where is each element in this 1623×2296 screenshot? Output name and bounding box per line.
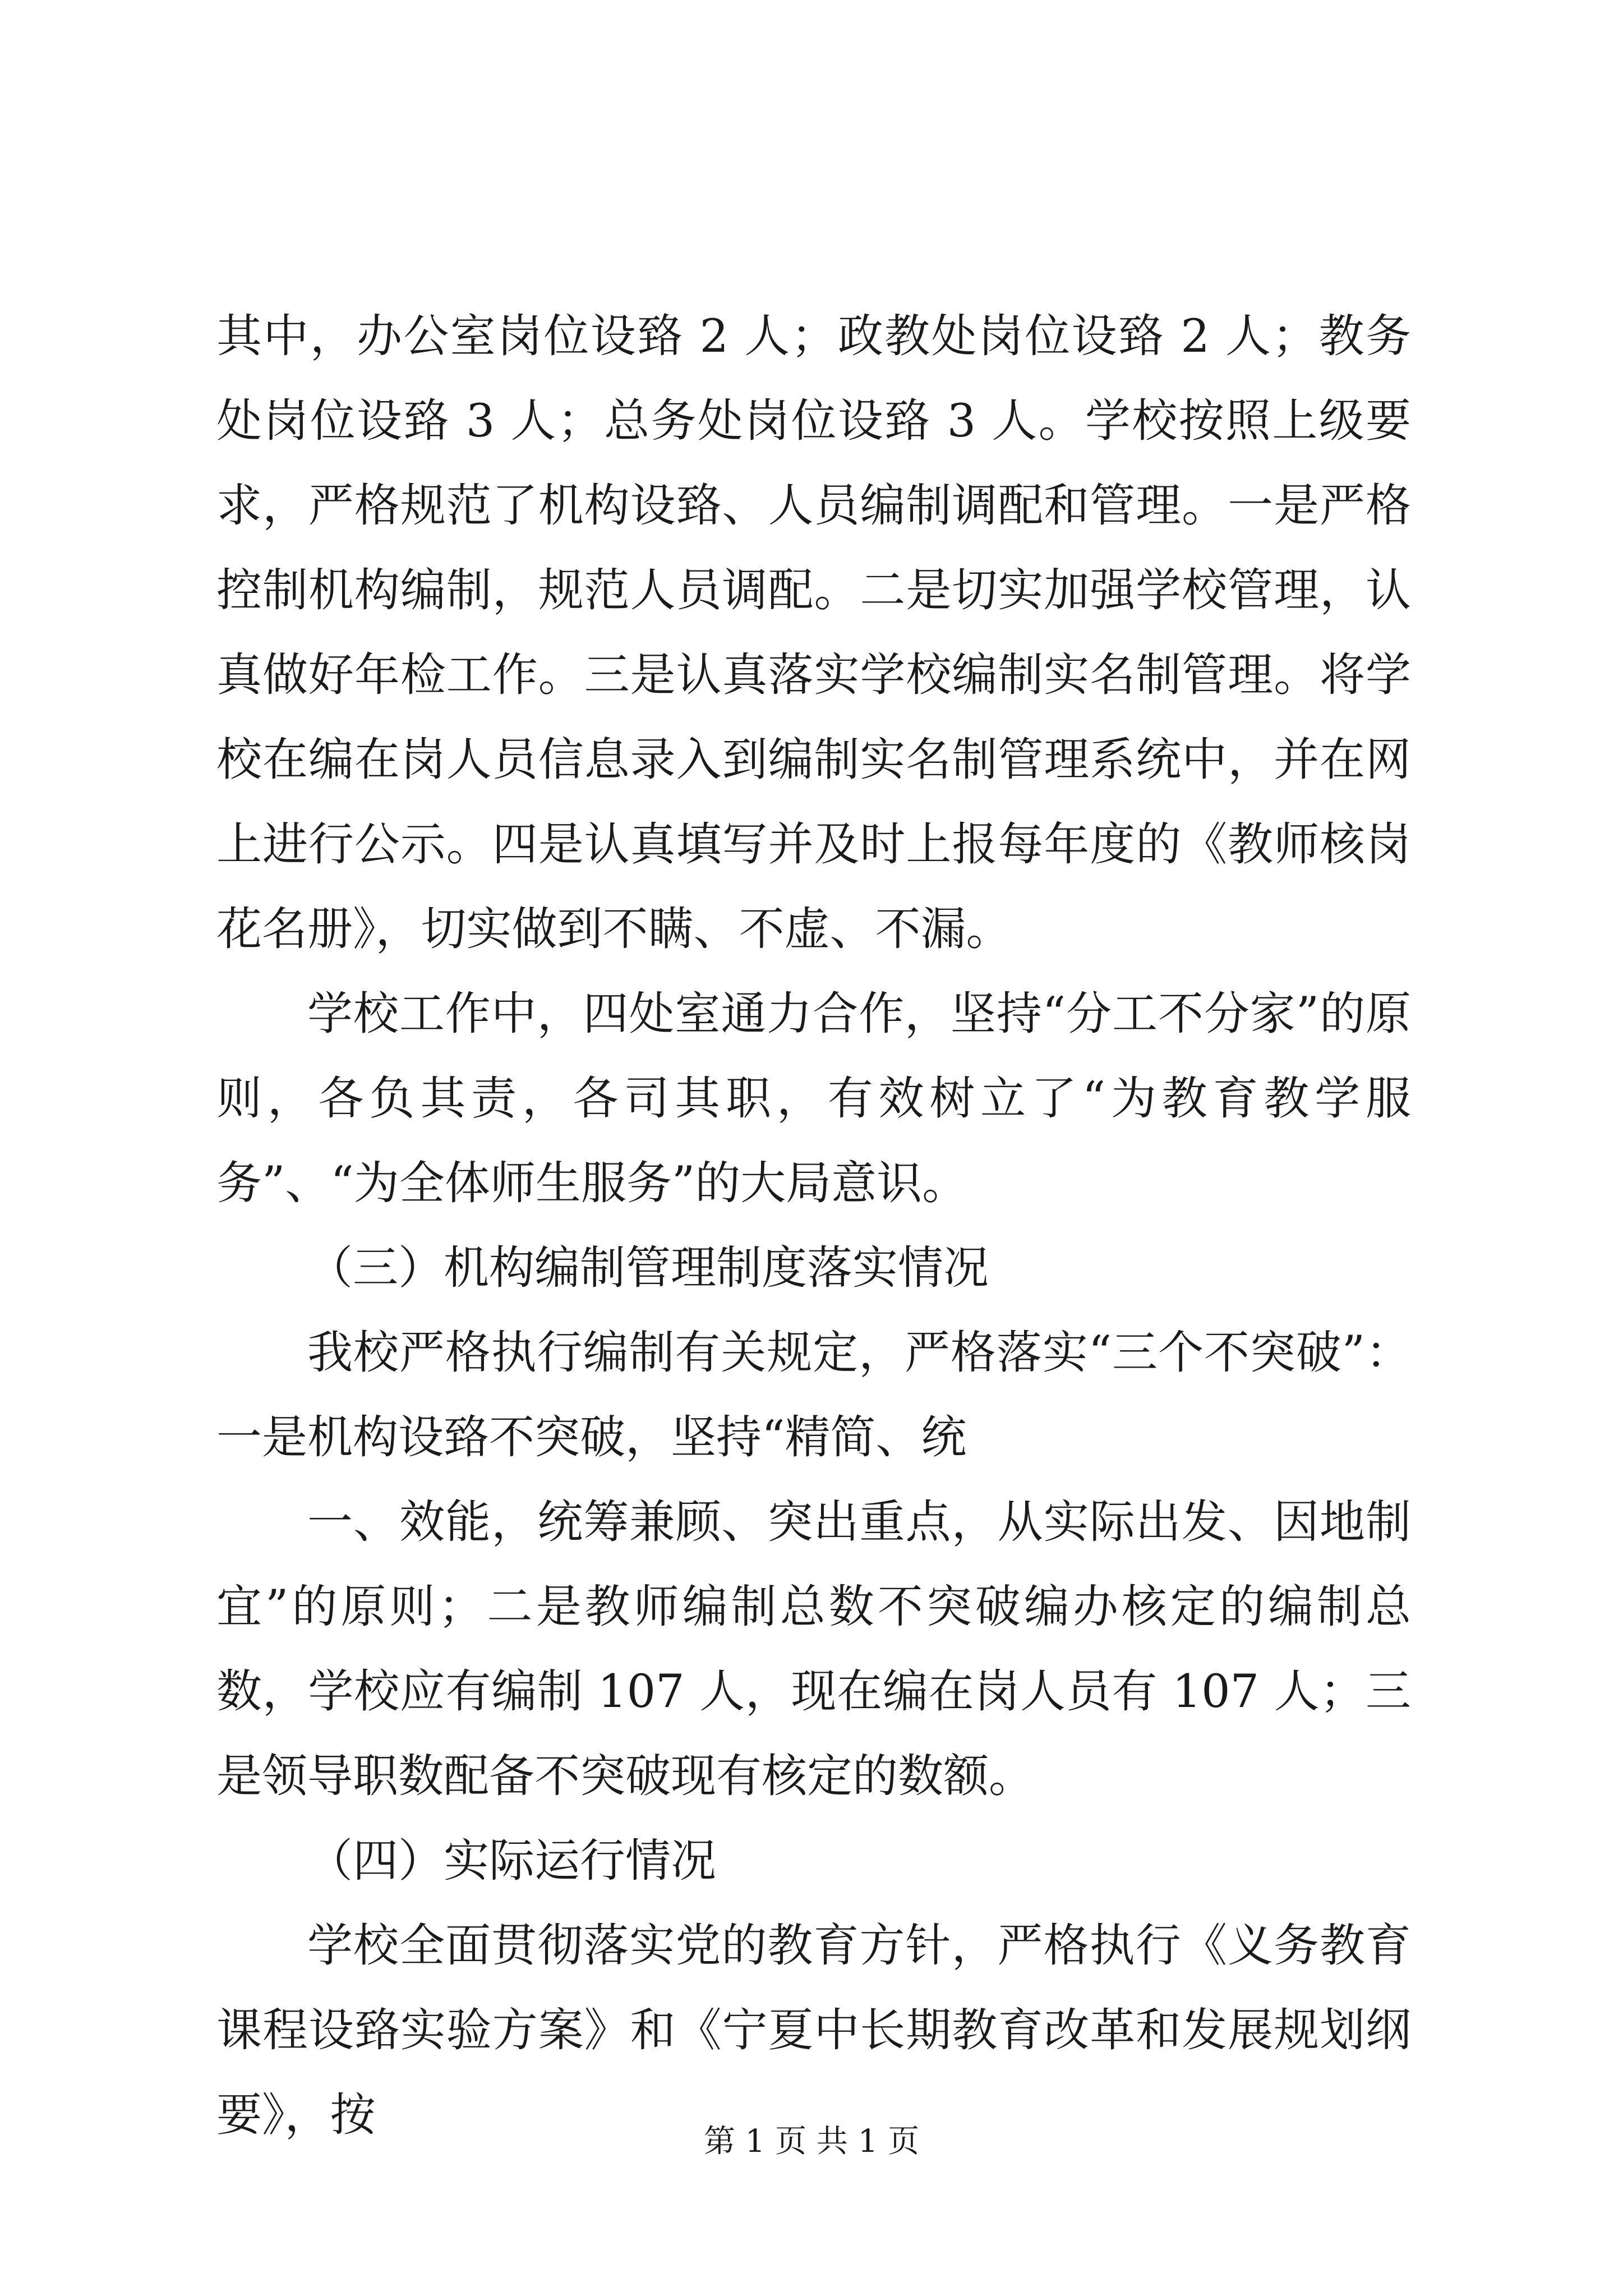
paragraph-efficiency: 一、效能，统筹兼顾、突出重点，从实际出发、因地制宜”的原则；二是教师编制总数不突破编办核定的编制总数，学校应有编制 107 人，现在编在岗人员有 107 人；三是领导职数配备不突破现有核定的数额。: [216, 1496, 1411, 1803]
section-heading-4: （四）实际运行情况: [307, 1835, 717, 1888]
paragraph-cooperation: 学校工作中，四处室通力合作，坚持“分工不分家”的原则，各负其责，各司其职，有效树立了“为教育教学服务”、“为全体师生服务”的大局意识。: [216, 988, 1411, 1210]
paragraph-operation: 学校全面贯彻落实党的教育方针，严格执行《义务教育课程设臵实验方案》和《宁夏中长期教育改革和发展规划纲要》，按: [216, 1920, 1411, 2142]
paragraph-three-no-breaks: 我校严格执行编制有关规定，严格落实“三个不突破”：一是机构设臵不突破，坚持“精简、统: [216, 1327, 1411, 1464]
body-text: [216, 295, 1411, 2158]
page-footer: 第 1 页 共 1 页: [703, 2123, 920, 2160]
section-heading-3: （三）机构编制管理制度落实情况: [307, 1242, 989, 1295]
paragraph-continued: 其中，办公室岗位设臵 2 人；政教处岗位设臵 2 人；教务处岗位设臵 3 人；总务处岗位设臵 3 人。学校按照上级要求，严格规范了机构设臵、人员编制调配和管理。一是严格控制机构编制，规范人员调配。二是切实加强学校管理，认真做好年检工作。三是认真落实学校编制实名制管理。将学校在编在岗人员信息录入到编制实名制管理系统中，并在网上进行公示。四是认真填写并及时上报每年度的《教师核岗花名册》，切实做到不瞒、不虚、不漏。: [216, 310, 1411, 956]
